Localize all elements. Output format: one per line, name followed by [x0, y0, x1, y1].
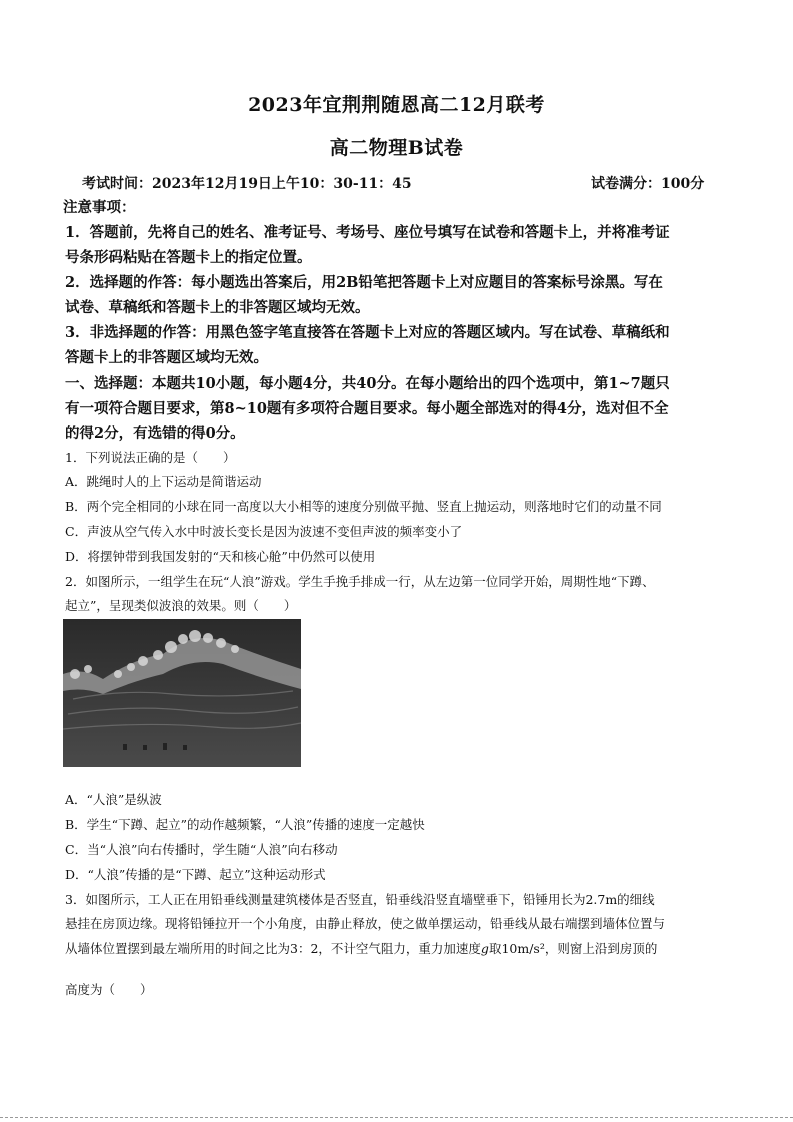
notes-heading: 注意事项： — [63, 199, 136, 216]
q2-stem: 起立”，呈现类似波浪的效果。则（ ） — [65, 598, 297, 613]
q3-stem-part: 取10m/s²，则窗上沿到房顶的 — [488, 941, 658, 956]
exam-subtitle: 高二物理B试卷 — [329, 137, 464, 159]
note-line: 试卷、草稿纸和答题卡上的非答题区域均无效。 — [65, 299, 370, 316]
q1-option-c: C．声波从空气传入水中时波长变长是因为波速不变但声波的频率变小了 — [65, 524, 463, 539]
q1-option-b: B．两个完全相同的小球在同一高度以大小相等的速度分别做平抛、竖直上抛运动，则落地时它们的动量不同 — [65, 499, 662, 514]
note-line: 3．非选择题的作答：用黑色签字笔直接答在答题卡上对应的答题区域内。写在试卷、草稿纸和 — [65, 324, 670, 341]
q1-option-d: D．将摆钟带到我国发射的“天和核心舱”中仍然可以使用 — [65, 549, 376, 564]
exam-time: 考试时间：2023年12月19日上午10：30-11：45 — [82, 176, 412, 192]
q3-stem: 3．如图所示，工人正在用铅垂线测量建筑楼体是否竖直，铅垂线沿竖直墙壁垂下，铅锤用长为2.7m的细线 — [65, 892, 655, 907]
gravity-symbol: g — [480, 941, 489, 956]
human-wave-photo — [63, 619, 301, 767]
full-score: 试卷满分：100分 — [591, 176, 705, 192]
q2-option-d: D．“人浪”传播的是“下蹲、起立”这种运动形式 — [65, 867, 326, 882]
q3-stem: 高度为（ ） — [65, 982, 153, 997]
q2-option-c: C．当“人浪”向右传播时，学生随“人浪”向右移动 — [65, 842, 338, 857]
q1-option-a: A．跳绳时人的上下运动是简谐运动 — [65, 474, 262, 489]
note-line: 2．选择题的作答：每小题选出答案后，用2B铅笔把答题卡上对应题目的答案标号涂黑。写在 — [65, 274, 663, 291]
section-instructions: 的得2分，有选错的得0分。 — [65, 425, 245, 442]
note-line: 号条形码粘贴在答题卡上的指定位置。 — [65, 249, 312, 266]
q3-stem-part: 从墙体位置摆到最左端所用的时间之比为3：2，不计空气阻力，重力加速度 — [65, 941, 481, 956]
section-instructions: 有一项符合题目要求，第8~10题有多项符合题目要求。每小题全部选对的得4分，选对但不全 — [65, 400, 669, 417]
section-instructions: 一、选择题：本题共10小题，每小题4分，共40分。在每小题给出的四个选项中，第1~7题只 — [65, 375, 670, 392]
q3-stem — [65, 937, 735, 961]
q2-option-b: B．学生“下蹲、起立”的动作越频繁，“人浪”传播的速度一定越快 — [65, 817, 425, 832]
q1-stem: 1．下列说法正确的是（ ） — [65, 450, 236, 465]
exam-title: 2023年宜荆荆随恩高二12月联考 — [248, 94, 545, 116]
note-line: 答题卡上的非答题区域均无效。 — [65, 349, 268, 366]
q3-stem: 悬挂在房顶边缘。现将铅锤拉开一个小角度，由静止释放，使之做单摆运动，铅垂线从最右端摆到墙体位置与 — [65, 916, 666, 931]
page-bottom-rule — [0, 1117, 793, 1119]
q2-stem: 2．如图所示，一组学生在玩“人浪”游戏。学生手挽手排成一行，从左边第一位同学开始，周期性地“下蹲、 — [65, 574, 655, 589]
q2-option-a: A．“人浪”是纵波 — [65, 792, 162, 807]
note-line: 1．答题前，先将自己的姓名、准考证号、考场号、座位号填写在试卷和答题卡上，并将准考证 — [65, 224, 670, 241]
